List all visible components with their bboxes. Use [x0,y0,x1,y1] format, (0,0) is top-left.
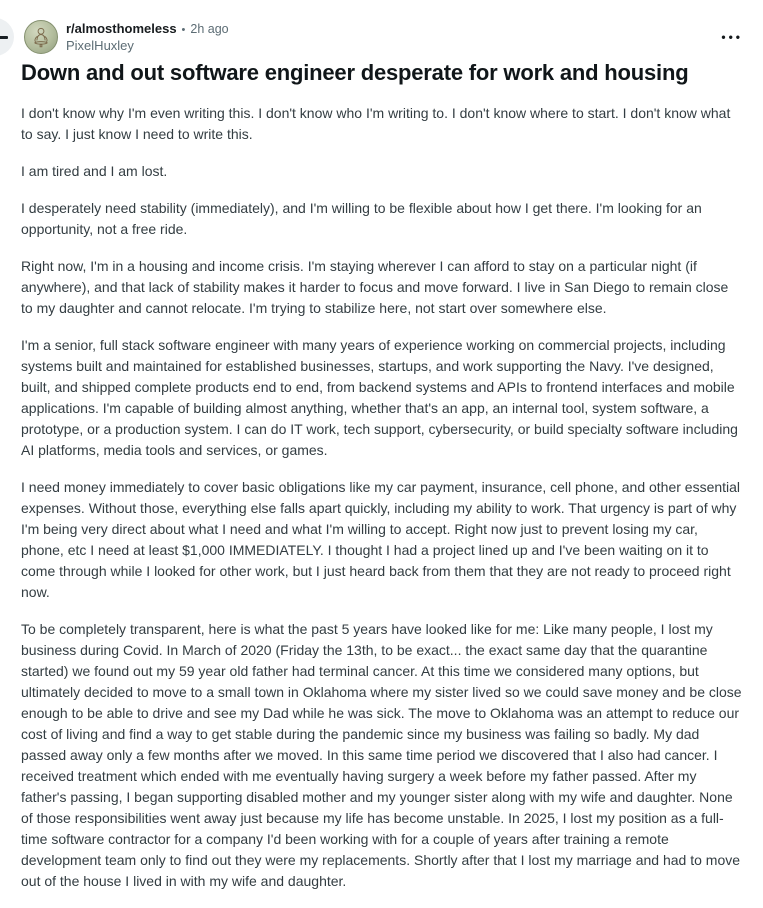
post-header [24,20,747,54]
subreddit-link[interactable]: r/almosthomeless [66,20,177,36]
post-meta [66,21,229,54]
post-paragraph: Right now, I'm in a housing and income crisis. I'm staying wherever I can afford to stay on a particular night (if anywhere), and that lack of stability makes it harder to focus and move forward. I live in San Diego to remain close to my daughter and cannot relocate. I'm trying to stabilize here, not start over somewhere else. [21,258,729,316]
ellipsis-icon: ••• [721,30,743,44]
subreddit-avatar[interactable] [24,20,58,54]
post-paragraph: I'm a senior, full stack software engineer with many years of experience working on commercial projects, including systems built and maintained for established businesses, startups, and work supporting the Navy. I've designed, built, and shipped complete products end to end, from backend systems and APIs to frontend interfaces and mobile applications. I'm capable of building almost anything, whether that's an app, an internal tool, system software, a prototype, or a production system. I can do IT work, tech support, cybersecurity, or build specialty software including AI platforms, media tools and services, or games. [21,337,738,458]
post-paragraph: I need money immediately to cover basic obligations like my car payment, insurance, cell phone, and other essential expenses. Without those, everything else falls apart quickly, including my ability to work. That urgency is part of why I'm being very direct about what I need and what I'm willing to accept. Right now just to prevent losing my car, phone, etc I need at least $1,000 IMMEDIATELY. I thought I had a project lined up and I've been waiting on it to come through while I looked for other work, but I just heard back from them that they are not ready to proceed right now. [21,479,741,600]
author-link[interactable]: PixelHuxley [66,37,134,53]
post-paragraph: I am tired and I am lost. [21,163,168,179]
post-body [21,103,743,908]
post-paragraph: I don't know why I'm even writing this. I don't know who I'm writing to. I don't know where to start. I don't know what to say. I just know I need to write this. [21,105,731,142]
post-title: Down and out software engineer desperate for work and housing [21,60,689,85]
overflow-menu-button[interactable] [717,29,747,45]
post-paragraph: To be completely transparent, here is what the past 5 years have looked like for me: Like many people, I lost my business during Covid. In March of 2020 (Friday the 13th, to be exact... the exact same day that the quarantine started) we found out my 59 year old father had terminal cancer. At this time we considered many options, but ultimately decided to move to a small town in Oklahoma where my sister lived so we could save money and be close enough to be able to drive and see my Dad while he was sick. The move to Oklahoma was an attempt to reduce our cost of living and find a way to get stable during the pandemic since my business was failing so badly. My dad passed away only a few months after we moved. In this same time period we discovered that I also had cancer. I received treatment which ended with me eventually having surgery a week before my father passed. After my father's passing, I began supporting disabled mother and my younger sister along with my wife and daughter. None of those responsibilities went away just because my life has become unstable. In 2025, I lost my position as a full-time software contractor for a company I'd been working with for a couple of years after training a remote development team only to find out they were my replacements. Shortly after that I lost my marriage and had to move out of the house I lived in with my wife and daughter. [21,621,742,889]
post-timestamp: 2h ago [190,21,229,36]
post-paragraph: I desperately need stability (immediately), and I'm willing to be flexible about how I get there. I'm looking for an opportunity, not a free ride. [21,200,702,237]
meditating-figure-icon [26,22,56,52]
collapse-minus-icon [0,36,8,39]
meta-separator-dot: • [181,23,186,36]
